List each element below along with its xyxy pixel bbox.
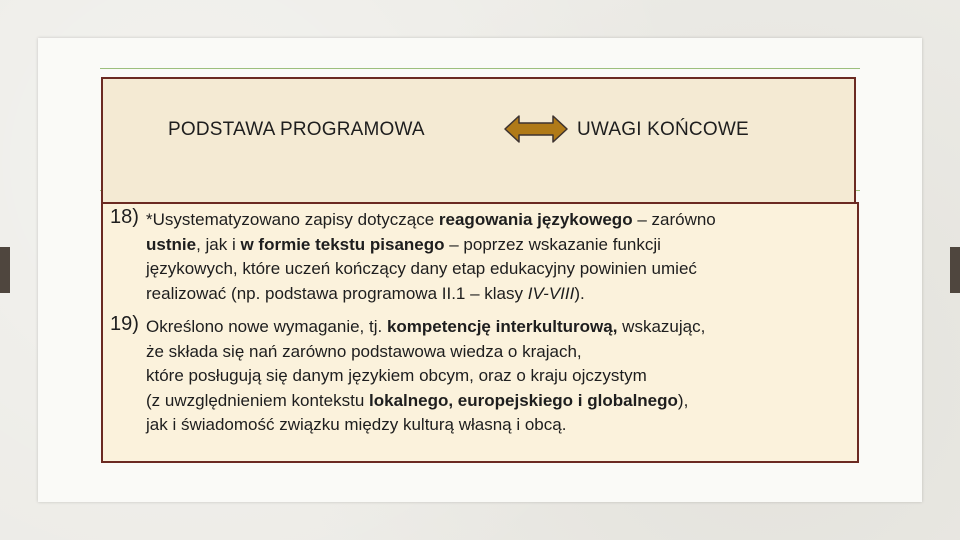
text-run: realizować (np. podstawa programowa II.1 – klasy — [146, 283, 528, 303]
text-run: wskazując, — [617, 317, 706, 336]
text-run: – zarówno — [632, 210, 716, 229]
item-text — [146, 208, 850, 306]
right-edge-tab — [950, 247, 960, 293]
text-run: że składa się nań zarówno podstawowa wiedza o krajach, — [146, 341, 582, 361]
header-left-label: PODSTAWA PROGRAMOWA — [168, 119, 425, 140]
item-text — [146, 315, 850, 438]
text-line — [146, 233, 850, 258]
bold-text: w formie tekstu pisanego — [240, 234, 445, 254]
text-run: – poprzez wskazanie funkcji — [444, 234, 661, 254]
text-line — [146, 315, 850, 340]
text-line — [146, 208, 850, 233]
bold-text: ustnie — [146, 234, 197, 254]
text-line — [146, 282, 850, 307]
bold-text: lokalnego, europejskiego i globalnego — [369, 390, 678, 410]
bold-text: reagowania językowego — [438, 210, 633, 229]
text-line — [146, 389, 850, 414]
text-run: ). — [574, 283, 585, 303]
text-run: językowych, które uczeń kończący dany etap edukacyjny powinien umieć — [146, 259, 697, 278]
text-line — [146, 413, 850, 438]
text-run: jak i świadomość związku między kulturą własną i obcą. — [146, 415, 567, 434]
list-item-18 — [110, 208, 850, 306]
text-run: które posługują się danym językiem obcym, oraz o kraju ojczystym — [146, 366, 647, 385]
text-run: , jak i — [196, 234, 241, 254]
text-line — [146, 364, 850, 389]
text-run: Określono nowe wymaganie, tj. — [146, 317, 387, 336]
text-run: *Usystematyzowano zapisy dotyczące — [146, 210, 439, 229]
item-number: 19) — [110, 313, 139, 335]
double-arrow-icon — [504, 114, 568, 144]
text-run: ), — [677, 390, 689, 410]
header-right-label: UWAGI KOŃCOWE — [577, 119, 749, 140]
italic-text: IV-VIII — [527, 283, 575, 303]
list-item-19 — [110, 315, 850, 438]
bold-text: kompetencję interkulturową, — [386, 317, 618, 336]
top-rule — [100, 68, 860, 69]
item-number: 18) — [110, 206, 139, 228]
left-edge-tab — [0, 247, 10, 293]
text-line — [146, 340, 850, 365]
text-line — [146, 257, 850, 282]
text-run: (z uwzględnieniem kontekstu — [146, 390, 370, 410]
